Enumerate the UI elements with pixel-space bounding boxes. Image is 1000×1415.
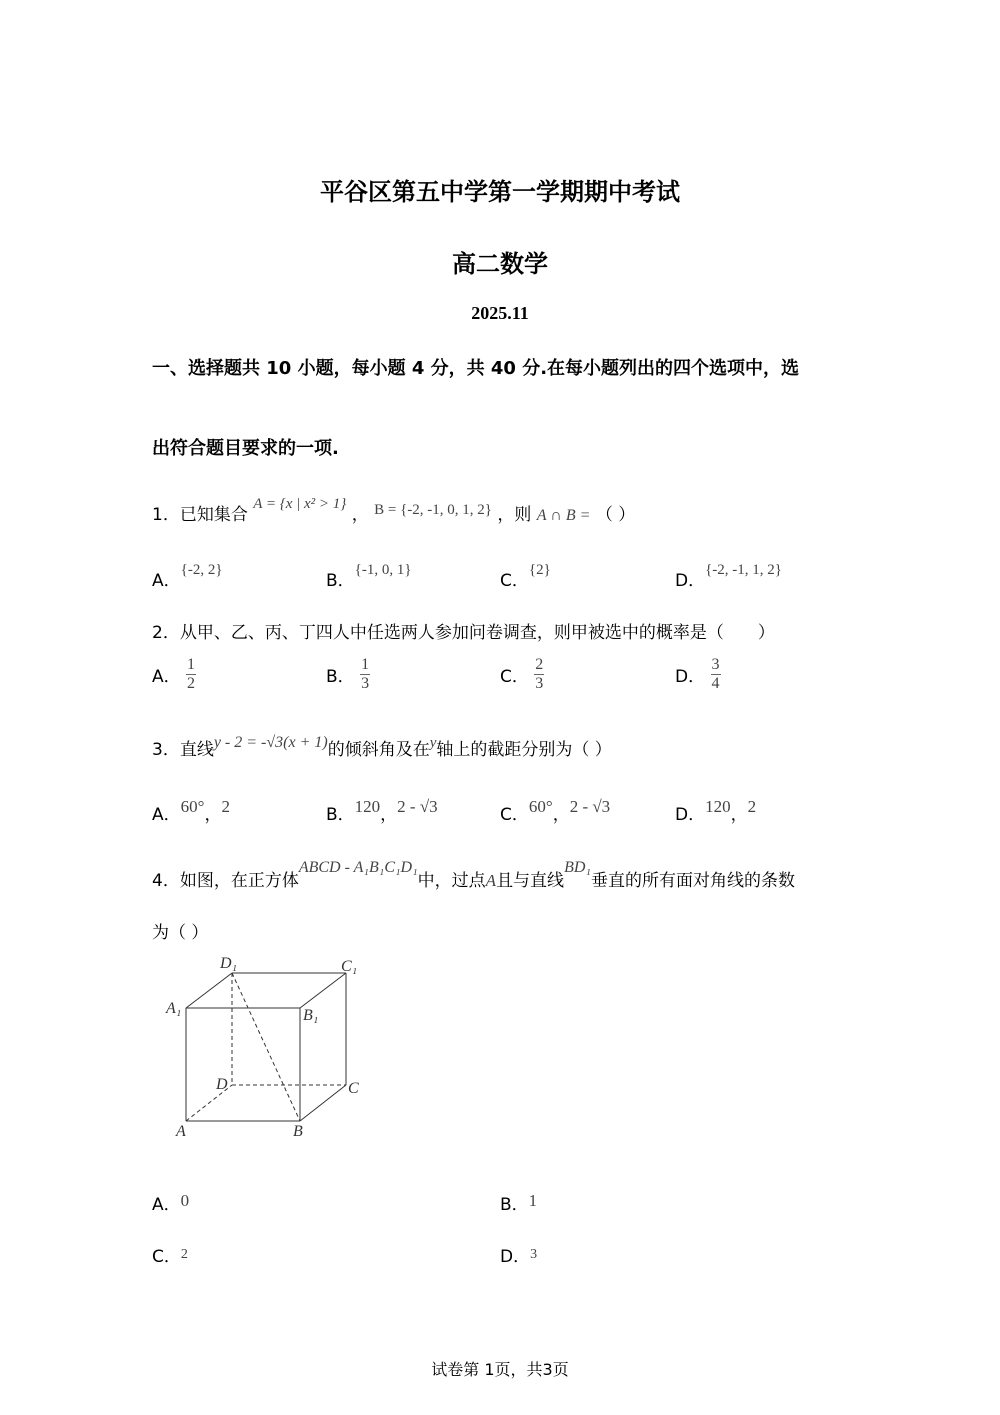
q3-option-d[interactable] <box>675 797 757 825</box>
question-2: 2．从甲、乙、丙、丁四人中任选两人参加问卷调查，则甲被选中的概率是（ ） <box>152 623 775 643</box>
q1-option-a-letter: A． <box>152 571 181 591</box>
q2-option-c-letter: C． <box>500 667 529 687</box>
fraction-numerator: 3 <box>711 656 720 673</box>
question-1 <box>152 496 636 525</box>
q2-option-d[interactable] <box>675 656 721 693</box>
q3-option-b-angle: 120 <box>354 797 381 816</box>
q4-option-b-value: 1 <box>528 1191 538 1210</box>
q1-option-d-value: {-2, -1, 1, 2} <box>705 562 782 578</box>
q4-mid2: 且与直线 <box>496 871 565 891</box>
q2-option-d-fraction <box>711 656 721 693</box>
label-d1: D₁ <box>220 955 238 972</box>
q2-option-a-fraction <box>186 656 196 693</box>
q1-option-c-letter: C． <box>500 571 529 591</box>
q1-option-a-value: {-2, 2} <box>180 562 223 578</box>
fraction-numerator: 2 <box>535 656 544 673</box>
q4-option-d[interactable] <box>500 1242 537 1267</box>
q2-option-d-letter: D． <box>675 667 706 687</box>
label-b: B <box>293 1123 303 1140</box>
q3-option-c-intercept: 2 - √3 <box>569 797 611 816</box>
fraction-denominator: 2 <box>187 675 196 692</box>
edge-b-c <box>300 1085 346 1121</box>
q4-line: BD₁ <box>564 859 591 876</box>
q1-option-a[interactable] <box>152 562 223 591</box>
exam-subject: 高二数学 <box>452 250 548 278</box>
fraction-denominator: 3 <box>535 675 544 692</box>
label-b1: B₁ <box>303 1007 319 1024</box>
q4-point: A <box>485 871 497 890</box>
q2-option-c[interactable] <box>500 656 544 693</box>
exam-date: 2025.11 <box>471 303 529 323</box>
q4-option-c-letter: C． <box>152 1247 181 1267</box>
q2-option-a-letter: A． <box>152 667 181 687</box>
q3-equation: y - 2 = -√3(x + 1) <box>213 734 328 751</box>
q3-mid: 的倾斜角及在 <box>327 740 430 760</box>
cube-figure <box>160 948 370 1143</box>
section-heading-line1: 一、选择题共 10 小题，每小题 4 分，共 40 分.在每小题列出的四个选项中，选 <box>152 358 800 379</box>
q3-option-a[interactable] <box>152 797 230 825</box>
label-d: D <box>216 1076 228 1093</box>
fraction-denominator: 4 <box>711 675 720 692</box>
page-footer: 试卷第 1页，共3页 <box>431 1360 569 1379</box>
q3-option-c-sep: ， <box>552 805 570 825</box>
q1-option-d[interactable] <box>675 562 782 591</box>
q3-option-c-angle: 60° <box>528 797 553 816</box>
q3-axis: y <box>429 735 437 751</box>
edge-b1-c1 <box>300 973 346 1008</box>
q4-option-d-value: 3 <box>530 1247 538 1262</box>
q2-option-a[interactable] <box>152 656 196 693</box>
q1-option-b-letter: B． <box>326 571 355 591</box>
q3-suffix: 轴上的截距分别为（ ） <box>436 740 612 760</box>
q1-expr: A ∩ B = <box>536 507 591 524</box>
q3-option-b[interactable] <box>326 797 438 825</box>
edge-a1-d1 <box>186 973 232 1008</box>
q1-set-a: A = {x | x² > 1} <box>253 496 347 512</box>
diagonal-d1-b <box>232 973 300 1121</box>
q2-option-c-fraction <box>534 656 544 693</box>
q4-option-c-value: 2 <box>180 1247 188 1262</box>
q3-option-a-letter: A． <box>152 805 181 825</box>
q1-option-c-value: {2} <box>528 562 551 578</box>
q1-paren: （ ） <box>595 505 636 525</box>
label-a1: A₁ <box>166 1000 182 1017</box>
q4-option-c[interactable] <box>152 1242 188 1267</box>
q4-suffix: 垂直的所有面对角线的条数 <box>590 871 795 891</box>
q1-option-c[interactable] <box>500 562 551 591</box>
question-3 <box>152 735 612 760</box>
q3-option-d-intercept: 2 <box>747 797 757 816</box>
q2-option-b[interactable] <box>326 656 370 693</box>
question-4 <box>152 859 795 891</box>
q3-option-d-sep: ， <box>730 805 748 825</box>
q4-option-a-letter: A． <box>152 1195 181 1215</box>
q4-option-b[interactable] <box>500 1190 537 1215</box>
question-4-line2: 为（ ） <box>152 923 209 943</box>
q3-option-b-sep: ， <box>380 805 398 825</box>
q1-suffix: ，则 <box>497 505 532 525</box>
q3-option-a-sep: ， <box>204 805 222 825</box>
fraction-numerator: 1 <box>361 656 370 673</box>
q4-option-a[interactable] <box>152 1190 189 1215</box>
q2-option-b-fraction <box>360 656 370 693</box>
q4-option-d-letter: D． <box>500 1247 531 1267</box>
q1-option-d-letter: D． <box>675 571 706 591</box>
q3-option-d-angle: 120 <box>705 797 731 816</box>
label-c: C <box>348 1080 359 1097</box>
label-c1: C₁ <box>341 958 358 975</box>
q3-prefix: 3．直线 <box>152 740 214 760</box>
q1-set-b: B = {-2, -1, 0, 1, 2} <box>374 502 492 518</box>
q2-option-b-letter: B． <box>326 667 355 687</box>
fraction-denominator: 3 <box>361 675 370 692</box>
q3-option-b-letter: B． <box>326 805 355 825</box>
q1-option-b[interactable] <box>326 562 412 591</box>
q3-option-d-letter: D． <box>675 805 706 825</box>
q4-cube: ABCD - A₁B₁C₁D₁ <box>298 859 418 876</box>
q4-option-b-letter: B． <box>500 1195 529 1215</box>
q3-option-a-angle: 60° <box>180 797 205 816</box>
q3-option-c[interactable] <box>500 797 611 825</box>
exam-title: 平谷区第五中学第一学期期中考试 <box>320 178 680 206</box>
q3-option-c-letter: C． <box>500 805 529 825</box>
q3-option-b-intercept: 2 - √3 <box>397 797 438 816</box>
q4-mid1: 中，过点 <box>417 871 486 891</box>
q3-option-a-intercept: 2 <box>221 797 230 816</box>
q4-prefix: 4．如图，在正方体 <box>152 871 299 891</box>
q1-prefix: 1．已知集合 <box>152 505 248 525</box>
label-a: A <box>176 1123 186 1140</box>
q4-option-a-value: 0 <box>180 1191 190 1210</box>
q1-comma: ， <box>351 505 369 525</box>
q1-option-b-value: {-1, 0, 1} <box>354 562 412 578</box>
fraction-numerator: 1 <box>187 656 196 673</box>
section-heading-line2: 出符合题目要求的一项. <box>152 438 339 459</box>
